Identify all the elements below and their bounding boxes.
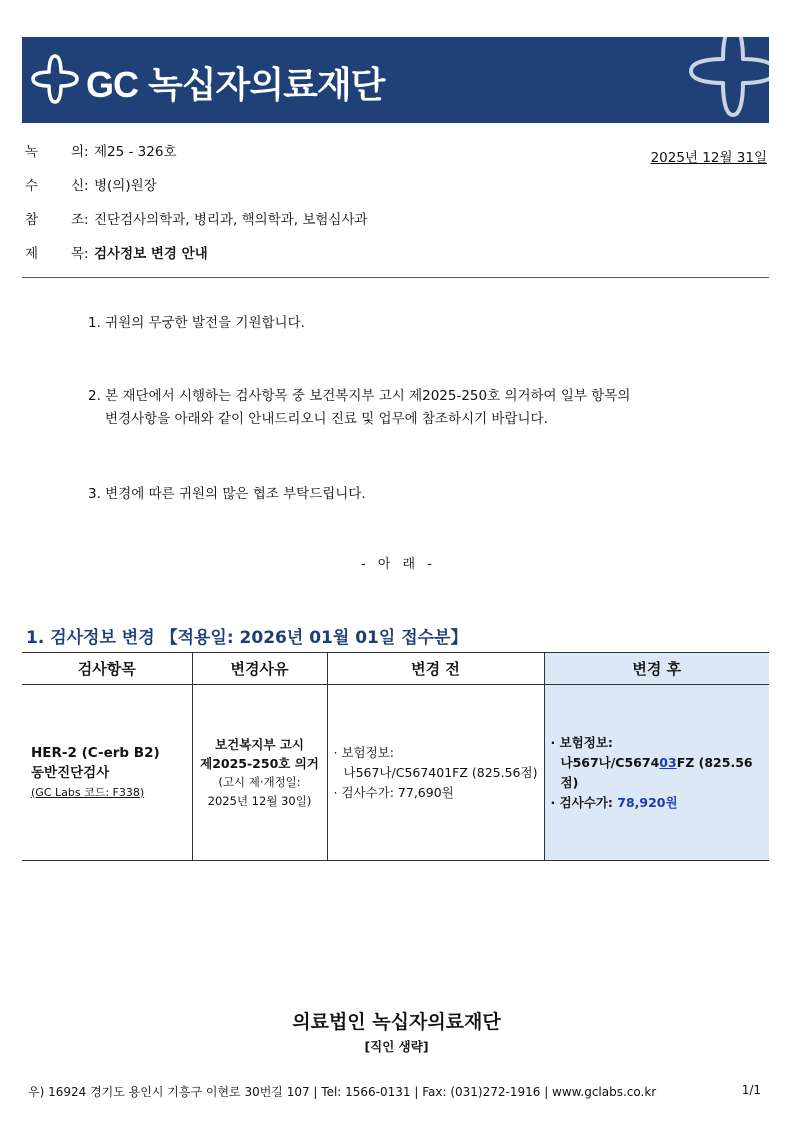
page-number: 1/1 bbox=[741, 1083, 761, 1097]
footer-contact: 우) 16924 경기도 용인시 기흥구 이현로 30번길 107 | Tel: 1566-0131 | Fax: (031)272-1916 | www.gclabs.co.kr bbox=[28, 1085, 657, 1099]
section-title: 1. 검사정보 변경 【적용일: 2026년 01월 01일 접수분】 bbox=[26, 628, 468, 648]
after-insurance-value bbox=[551, 753, 770, 793]
brand-name: 녹십자의료재단 bbox=[148, 65, 385, 106]
insurance-code-prefix: 나567나/C5674 bbox=[560, 754, 660, 770]
reason-line-1: 보건복지부 고시 bbox=[215, 736, 304, 752]
label-char: 제 bbox=[25, 246, 39, 262]
label-char: 참 bbox=[25, 212, 39, 228]
reference-departments: 진단검사의학과, 병리과, 핵의학과, 보험심사과 bbox=[94, 212, 368, 228]
after-change-cell bbox=[544, 685, 769, 861]
reason-line-2: 제2025-250호 의거 bbox=[200, 755, 319, 771]
before-change-cell bbox=[327, 685, 544, 861]
test-code: (GC Labs 코드: F338) bbox=[31, 785, 145, 799]
test-name-line-1: HER-2 (C-erb B2) bbox=[31, 744, 160, 761]
label-char: 조: bbox=[71, 212, 89, 228]
column-header: 변경 전 bbox=[327, 653, 544, 685]
issuer-name: 의료법인 녹십자의료재단 bbox=[292, 1011, 501, 1033]
paragraph-2 bbox=[88, 385, 630, 431]
doc-number: 제25 - 326호 bbox=[94, 144, 177, 160]
before-insurance-value: 나567나/C567401FZ (825.56점) bbox=[343, 764, 538, 780]
brand-title bbox=[86, 57, 384, 108]
insurance-code-suffix: FZ (825.56점) bbox=[560, 754, 753, 790]
reason-line-3: (고시 제·개정일: bbox=[218, 774, 301, 789]
paragraph-3: 3. 변경에 따른 귀원의 많은 협조 부탁드립니다. bbox=[88, 486, 366, 502]
header-divider bbox=[22, 277, 769, 278]
test-name-line-2: 동반진단검사 bbox=[31, 764, 110, 781]
reason-line-4: 2025년 12월 30일) bbox=[207, 793, 312, 808]
below-marker: - 아 래 - bbox=[361, 557, 432, 572]
label-char: 수 bbox=[25, 178, 39, 194]
label-char: 의: bbox=[71, 144, 89, 160]
test-item-cell bbox=[22, 685, 192, 861]
seal-omitted-note: [직인 생략] bbox=[364, 1039, 429, 1054]
insurance-code-changed: 03 bbox=[659, 754, 677, 770]
label-char: 목: bbox=[71, 246, 89, 262]
change-reason-cell bbox=[192, 685, 327, 861]
column-header: 변경사유 bbox=[192, 653, 327, 685]
column-header: 변경 후 bbox=[544, 653, 769, 685]
corner-cross-decoration-icon bbox=[687, 37, 769, 123]
header-banner bbox=[22, 37, 769, 123]
table-header-row bbox=[22, 653, 769, 685]
recipient: 병(의)원장 bbox=[94, 178, 157, 194]
document-date: 2025년 12월 31일 bbox=[650, 150, 767, 166]
column-header: 검사항목 bbox=[22, 653, 192, 685]
label-char: 녹 bbox=[25, 144, 39, 160]
before-fee: · 검사수가: 77,690원 bbox=[333, 784, 454, 800]
table-row bbox=[22, 685, 769, 861]
paragraph-1: 1. 귀원의 무궁한 발전을 기원합니다. bbox=[88, 315, 305, 331]
after-fee bbox=[551, 793, 770, 813]
before-insurance-label: · 보험정보: bbox=[333, 744, 394, 760]
brand-gc: GC bbox=[86, 64, 138, 105]
paragraph-2-line-1: 2. 본 재단에서 시행하는 검사항목 중 보건복지부 고시 제2025-250호 의거하여 일부 항목의 bbox=[88, 388, 631, 404]
label-char: 신: bbox=[71, 178, 89, 194]
after-fee-value: 78,920원 bbox=[617, 794, 678, 810]
change-table bbox=[22, 652, 769, 861]
gc-cross-logo-icon bbox=[30, 53, 80, 105]
after-insurance-label: · 보험정보: bbox=[550, 734, 613, 750]
after-fee-label: · 검사수가: bbox=[550, 794, 618, 810]
paragraph-2-line-2: 변경사항을 아래와 같이 안내드리오니 진료 및 업무에 참조하시기 바랍니다. bbox=[105, 411, 548, 427]
subject: 검사정보 변경 안내 bbox=[94, 246, 208, 262]
